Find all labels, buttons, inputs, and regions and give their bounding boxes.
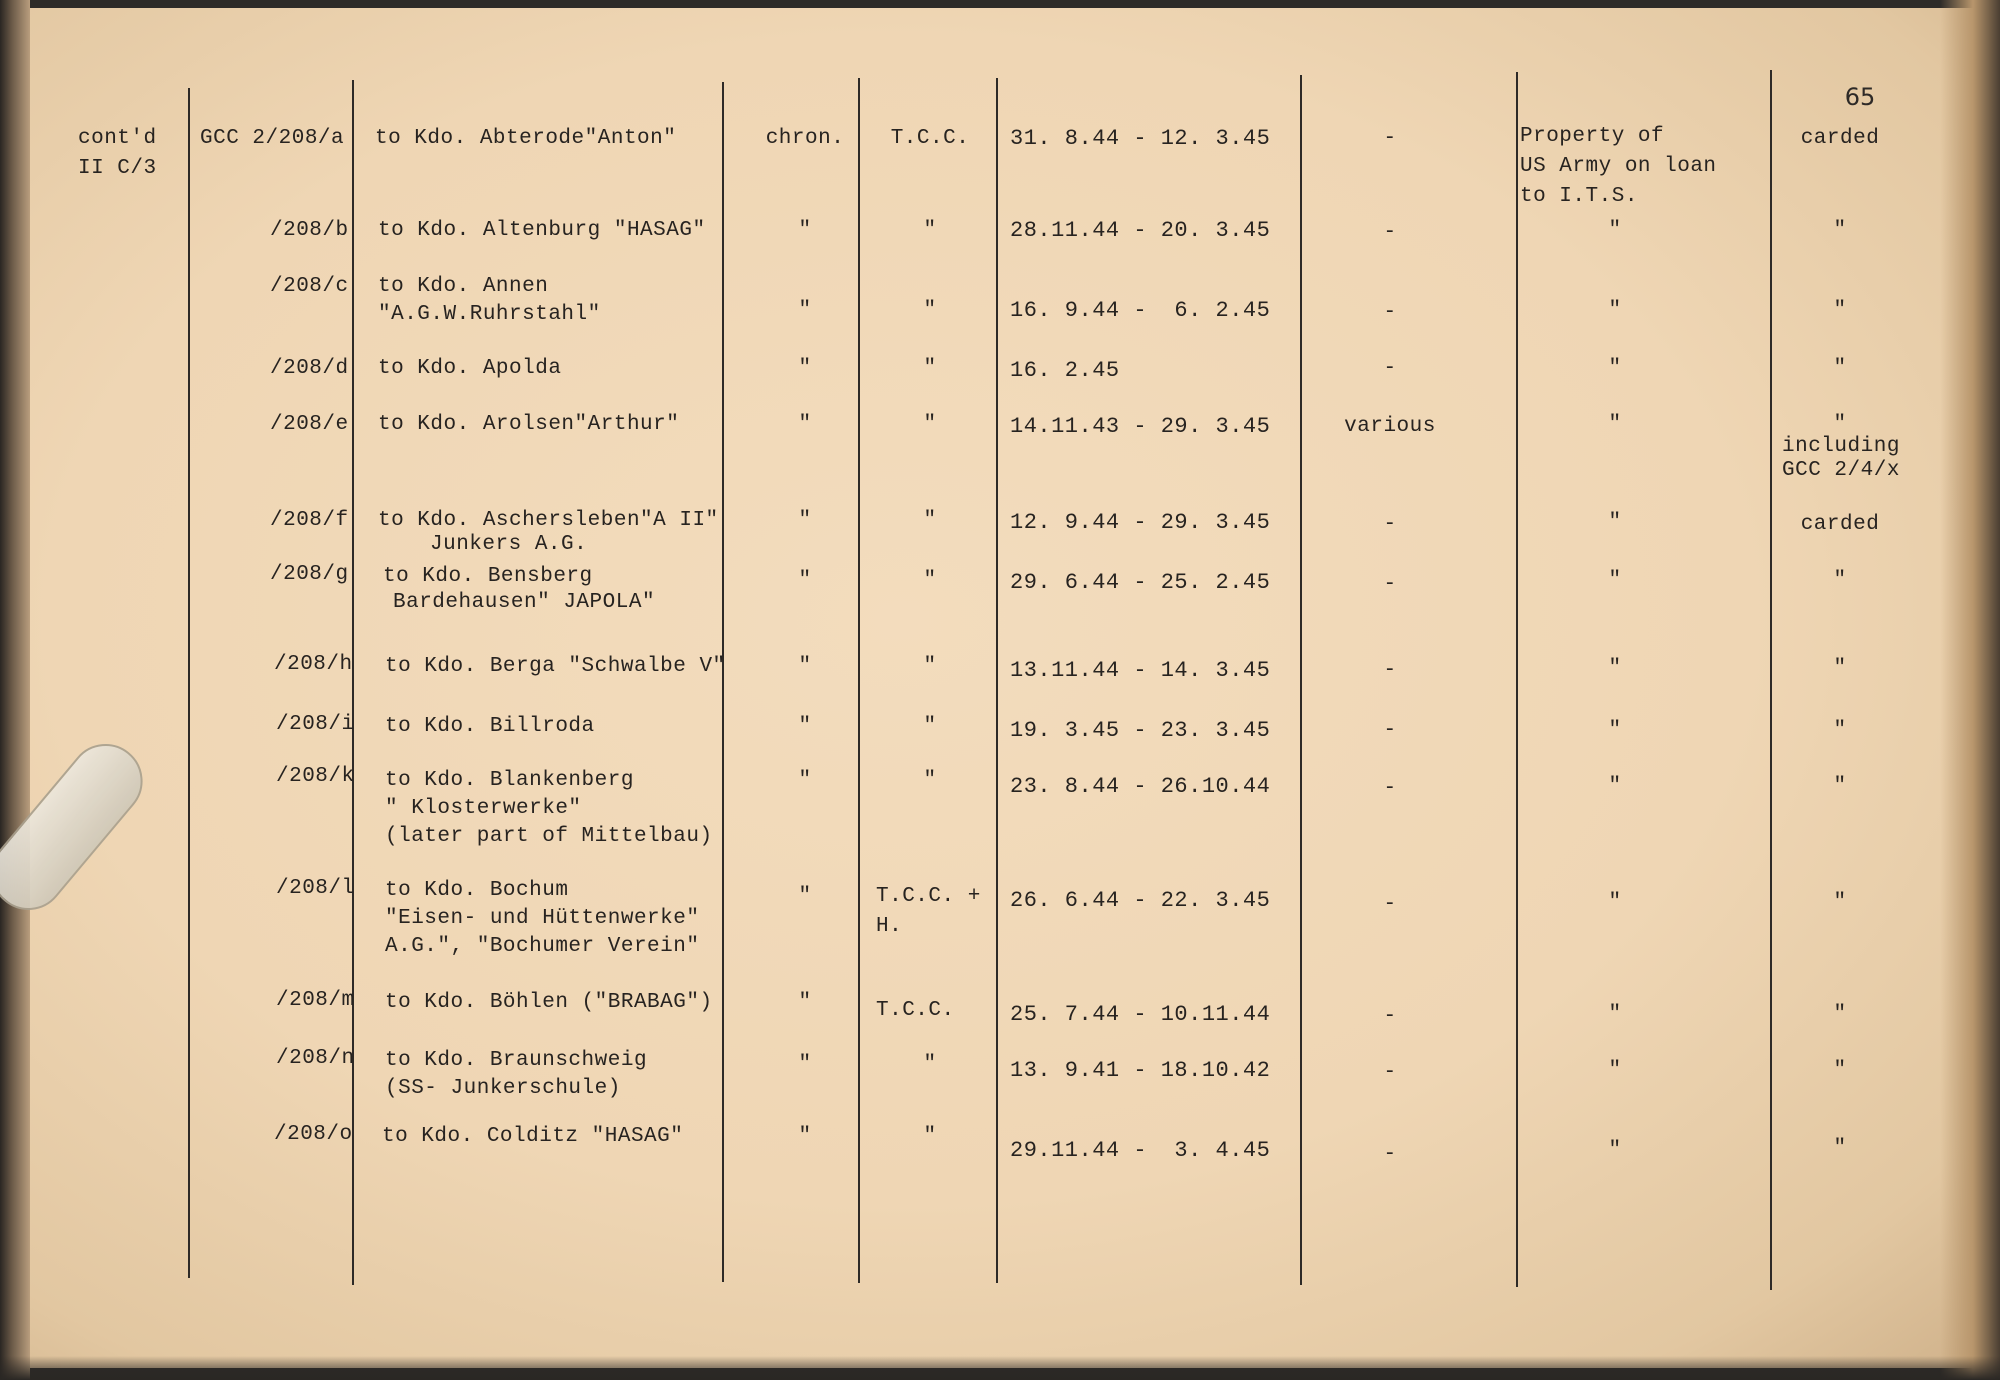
status: ": [1833, 413, 1847, 436]
origin: ": [923, 219, 937, 242]
remarks-line: ": [1608, 511, 1622, 534]
arrangement: ": [798, 357, 812, 380]
extent: -: [1383, 719, 1397, 742]
reference-number: /208/f: [270, 509, 349, 532]
description-line: to Kdo. Bensberg: [383, 565, 593, 588]
description-line: "A.G.W.Ruhrstahl": [378, 303, 601, 326]
extent: -: [1383, 301, 1397, 324]
origin: ": [923, 509, 937, 532]
status: ": [1833, 1059, 1847, 1082]
extent: -: [1383, 1143, 1397, 1166]
description-line: to Kdo. Aschersleben"A II": [378, 509, 719, 532]
origin: T.C.C.: [876, 999, 955, 1022]
remarks-line: to I.T.S.: [1520, 185, 1638, 208]
description-line: Junkers A.G.: [430, 533, 588, 556]
remarks-line: ": [1608, 657, 1622, 680]
remarks-line: ": [1608, 569, 1622, 592]
date-range: 12. 9.44 - 29. 3.45: [1010, 510, 1271, 535]
ledger-sheet: [8, 8, 1993, 1368]
remarks-line: ": [1608, 219, 1622, 242]
description-line: to Kdo. Arolsen"Arthur": [378, 413, 680, 436]
status: ": [1833, 219, 1847, 242]
origin: ": [923, 655, 937, 678]
description-line: to Kdo. Braunschweig: [385, 1049, 648, 1072]
column-rule: [722, 82, 724, 1282]
description-line: to Kdo. Altenburg "HASAG": [378, 219, 706, 242]
description-line: A.G.", "Bochumer Verein": [385, 935, 700, 958]
description-line: to Kdo. Abterode"Anton": [375, 127, 677, 150]
remarks-line: ": [1608, 1003, 1622, 1026]
origin: ": [923, 1125, 937, 1148]
extent: -: [1383, 1005, 1397, 1028]
date-range: 13.11.44 - 14. 3.45: [1010, 658, 1271, 683]
remarks-line: US Army on loan: [1520, 155, 1717, 178]
description-line: to Kdo. Blankenberg: [385, 769, 634, 792]
arrangement: ": [798, 885, 812, 908]
date-range: 14.11.43 - 29. 3.45: [1010, 414, 1271, 439]
origin: ": [923, 769, 937, 792]
arrangement: chron.: [765, 127, 845, 150]
status: carded: [1800, 513, 1880, 536]
description-line: (later part of Mittelbau): [385, 825, 713, 848]
origin: T.C.C.: [890, 127, 970, 150]
reference-number: /208/h: [274, 653, 353, 676]
column-rule: [1516, 72, 1518, 1287]
reference-number: /208/e: [270, 413, 349, 436]
status: ": [1833, 657, 1847, 680]
binding-edge-left: [0, 0, 30, 1380]
description-line: to Kdo. Berga "Schwalbe V": [385, 655, 726, 678]
date-range: 19. 3.45 - 23. 3.45: [1010, 718, 1271, 743]
extent: various: [1344, 415, 1436, 438]
extent: -: [1383, 513, 1397, 536]
reference-number: /208/k: [276, 765, 355, 788]
status: carded: [1800, 127, 1880, 150]
date-range: 25. 7.44 - 10.11.44: [1010, 1002, 1271, 1027]
description-line: (SS- Junkerschule): [385, 1077, 621, 1100]
reference-number: GCC 2/208/a: [200, 127, 345, 150]
extent: -: [1383, 357, 1397, 380]
origin: T.C.C. + H.: [876, 885, 981, 938]
description-line: to Kdo. Annen: [378, 275, 549, 298]
extent: -: [1383, 221, 1397, 244]
description-line: to Kdo. Colditz "HASAG": [382, 1125, 684, 1148]
reference-number: /208/g: [270, 563, 349, 586]
reference-number: /208/l: [276, 877, 355, 900]
status: ": [1833, 569, 1847, 592]
date-range: 16. 9.44 - 6. 2.45: [1010, 298, 1271, 323]
remarks-line: ": [1608, 299, 1622, 322]
extent: -: [1383, 777, 1397, 800]
extent: -: [1383, 659, 1397, 682]
extent: -: [1383, 893, 1397, 916]
arrangement: ": [798, 1125, 812, 1148]
date-range: 23. 8.44 - 26.10.44: [1010, 774, 1271, 799]
continuation-section: II C/3: [78, 157, 157, 180]
status: ": [1833, 1137, 1847, 1160]
arrangement: ": [798, 769, 812, 792]
remarks-line: ": [1608, 719, 1622, 742]
date-range: 28.11.44 - 20. 3.45: [1010, 218, 1271, 243]
arrangement: ": [798, 655, 812, 678]
column-rule: [352, 80, 354, 1285]
description-line: to Kdo. Böhlen ("BRABAG"): [385, 991, 713, 1014]
extent: -: [1383, 127, 1397, 150]
origin: ": [923, 569, 937, 592]
reference-number: /208/i: [276, 713, 355, 736]
status: ": [1833, 891, 1847, 914]
extent: -: [1383, 573, 1397, 596]
binding-edge-bottom: [0, 1356, 2000, 1380]
date-range: 13. 9.41 - 18.10.42: [1010, 1058, 1271, 1083]
reference-number: /208/d: [270, 357, 349, 380]
binding-edge-right: [1940, 0, 2000, 1380]
description-line: to Kdo. Bochum: [385, 879, 569, 902]
date-range: 31. 8.44 - 12. 3.45: [1010, 126, 1271, 151]
description-line: to Kdo. Apolda: [378, 357, 562, 380]
status-note: GCC 2/4/x: [1782, 459, 1900, 482]
arrangement: ": [798, 1053, 812, 1076]
status: ": [1833, 1003, 1847, 1026]
reference-number: /208/c: [270, 275, 349, 298]
remarks-line: Property of: [1520, 125, 1665, 148]
remarks-line: ": [1608, 413, 1622, 436]
origin: ": [923, 715, 937, 738]
description-line: to Kdo. Billroda: [385, 715, 595, 738]
remarks-line: ": [1608, 357, 1622, 380]
origin: ": [923, 1053, 937, 1076]
status: ": [1833, 299, 1847, 322]
extent: -: [1383, 1061, 1397, 1084]
remarks-line: ": [1608, 1059, 1622, 1082]
description-line: Bardehausen" JAPOLA": [393, 591, 656, 614]
page-number: 65: [1844, 83, 1876, 111]
date-range: 29. 6.44 - 25. 2.45: [1010, 570, 1271, 595]
arrangement: ": [798, 299, 812, 322]
remarks-line: ": [1608, 1139, 1622, 1162]
status-note: including: [1782, 435, 1900, 458]
status: ": [1833, 719, 1847, 742]
origin: ": [923, 413, 937, 436]
arrangement: ": [798, 413, 812, 436]
date-range: 26. 6.44 - 22. 3.45: [1010, 888, 1271, 913]
date-range: 16. 2.45: [1010, 358, 1120, 383]
reference-number: /208/b: [270, 219, 349, 242]
description-line: " Klosterwerke": [385, 797, 582, 820]
reference-number: /208/n: [276, 1047, 355, 1070]
arrangement: ": [798, 991, 812, 1014]
arrangement: ": [798, 219, 812, 242]
reference-number: /208/o: [274, 1123, 353, 1146]
arrangement: ": [798, 569, 812, 592]
arrangement: ": [798, 509, 812, 532]
arrangement: ": [798, 715, 812, 738]
date-range: 29.11.44 - 3. 4.45: [1010, 1138, 1271, 1163]
status: ": [1833, 357, 1847, 380]
origin: ": [923, 299, 937, 322]
remarks-line: ": [1608, 891, 1622, 914]
column-rule: [188, 88, 190, 1278]
status: ": [1833, 775, 1847, 798]
remarks-line: ": [1608, 775, 1622, 798]
description-line: "Eisen- und Hüttenwerke": [385, 907, 700, 930]
reference-number: /208/m: [276, 989, 355, 1012]
continuation-label: cont'd: [78, 127, 157, 150]
column-rule: [996, 78, 998, 1283]
origin: ": [923, 357, 937, 380]
column-rule: [1770, 70, 1772, 1290]
